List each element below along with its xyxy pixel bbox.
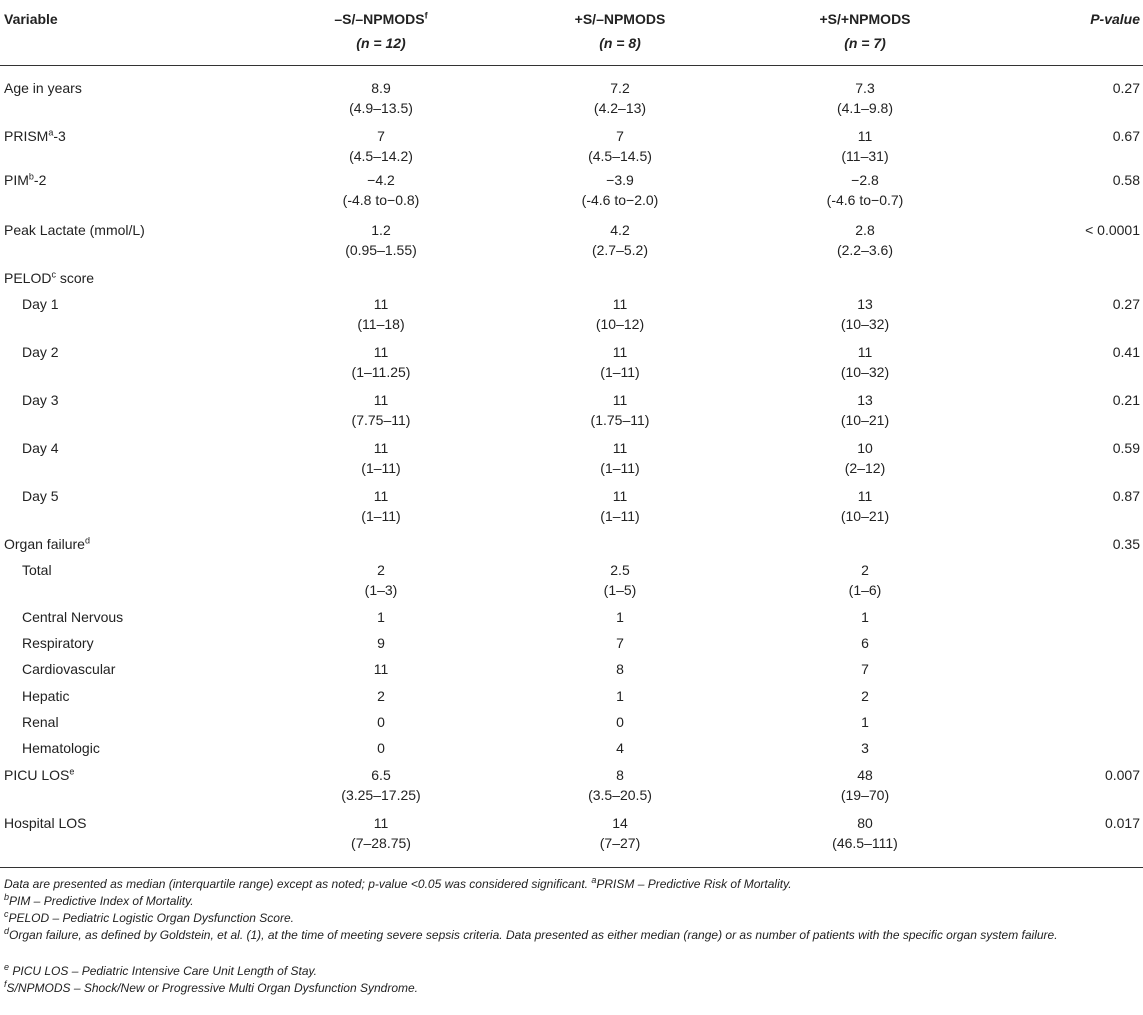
row-label-text: Total xyxy=(22,562,52,578)
cell-col2: 8 xyxy=(616,767,624,783)
cell-col1-range: (7.75–11) xyxy=(351,412,411,428)
footnote-e-text: PICU LOS – Pediatric Intensive Care Unit Length of Stay. xyxy=(9,964,317,978)
footnote-f-sup: f xyxy=(4,979,7,989)
cell-pvalue: 0.35 xyxy=(1112,536,1140,552)
cell-col3: 2 xyxy=(861,688,869,704)
row-label-suffix: score xyxy=(55,270,95,286)
header-rule xyxy=(0,65,1143,66)
cell-col2: 11 xyxy=(612,392,628,408)
cell-col2-range: (1–5) xyxy=(603,582,637,598)
cell-col1-range: (4.5–14.2) xyxy=(349,148,413,164)
cell-pvalue: 0.58 xyxy=(1112,172,1140,188)
header-col1-sup: f xyxy=(424,10,428,21)
header-col3: +S/+NPMODS xyxy=(819,11,911,27)
row-label xyxy=(22,438,59,458)
cell-col1-range: (1–11) xyxy=(361,460,401,476)
row-label xyxy=(22,607,123,627)
footnote-c-sup: c xyxy=(4,909,9,919)
cell-col3: 7.3 xyxy=(855,80,875,96)
row-label-sup: e xyxy=(69,766,75,777)
cell-col2: 1 xyxy=(616,609,624,625)
cell-pvalue: 0.007 xyxy=(1104,767,1140,783)
cell-col1: 11 xyxy=(373,440,389,456)
cell-col1: 1.2 xyxy=(371,222,391,238)
cell-col1: 11 xyxy=(373,815,389,831)
header-col2: +S/–NPMODS xyxy=(574,11,666,27)
row-label-text: Central Nervous xyxy=(22,609,124,625)
row-label xyxy=(22,738,100,758)
row-label-text: Hematologic xyxy=(22,740,100,756)
cell-col3-range: (11–31) xyxy=(841,148,889,164)
bottom-rule xyxy=(0,867,1143,868)
row-label-sup: b xyxy=(28,171,34,182)
cell-col3: 10 xyxy=(857,440,873,456)
row-label-sup: d xyxy=(84,535,90,546)
row-label-text: PIM xyxy=(4,172,29,188)
cell-col2-range: (2.7–5.2) xyxy=(591,242,649,258)
row-label xyxy=(22,486,59,506)
cell-col3: 13 xyxy=(857,392,873,408)
cell-col1: 11 xyxy=(373,296,389,312)
header-variable: Variable xyxy=(4,11,58,27)
cell-col3: 6 xyxy=(861,635,869,651)
header-col1 xyxy=(331,9,431,29)
cell-col3: 11 xyxy=(857,128,873,144)
cell-col1: 0 xyxy=(377,714,385,730)
cell-col2-range: (3.5–20.5) xyxy=(588,787,652,803)
row-label xyxy=(22,560,52,580)
footnote-f-text: S/NPMODS – Shock/New or Progressive Multi Organ Dysfunction Syndrome. xyxy=(6,981,418,995)
cell-col1-range: (1–3) xyxy=(364,582,398,598)
cell-col1: 7 xyxy=(377,128,385,144)
cell-col1: 9 xyxy=(377,635,385,651)
footnote-d-sup: d xyxy=(4,926,10,936)
row-label-text: Peak Lactate (mmol/L) xyxy=(4,222,145,238)
cell-col3-range: (2.2–3.6) xyxy=(836,242,894,258)
cell-col2: 1 xyxy=(616,688,624,704)
cell-col1: 1 xyxy=(377,609,385,625)
cell-pvalue: 0.67 xyxy=(1112,128,1140,144)
row-label-sup: c xyxy=(51,269,56,280)
footnote-b xyxy=(4,893,1139,909)
footnote-1-text: Data are presented as median (interquartile range) except as noted; p-value <0.05 was considered significant. xyxy=(4,877,589,891)
cell-col1: 11 xyxy=(373,392,389,408)
footnote-d xyxy=(4,927,1139,943)
footnote-d-text-b: ), at the time of meeting severe sepsis criteria. Data presented as either median (range) or as number of patients with the specific organ system failure. xyxy=(257,928,1058,942)
cell-col2-range: (-4.6 to−2.0) xyxy=(581,192,659,208)
cell-col3: −2.8 xyxy=(851,172,879,188)
cell-col3: 11 xyxy=(857,488,873,504)
footnote-c xyxy=(4,910,1139,926)
cell-col3: 48 xyxy=(857,767,873,783)
cell-pvalue: 0.87 xyxy=(1112,488,1140,504)
cell-col3-range: (-4.6 to−0.7) xyxy=(826,192,904,208)
cell-col3: 1 xyxy=(861,714,869,730)
row-label-suffix: -2 xyxy=(33,172,47,188)
row-label xyxy=(4,765,74,785)
row-label xyxy=(22,342,59,362)
row-label-text: Day 3 xyxy=(22,392,59,408)
footnote-a-sup: a xyxy=(591,875,597,885)
row-label xyxy=(4,126,66,146)
footnote-e xyxy=(4,963,1139,979)
cell-pvalue: < 0.0001 xyxy=(1085,222,1140,238)
cell-pvalue: 0.59 xyxy=(1112,440,1140,456)
cell-col3: 13 xyxy=(857,296,873,312)
cell-col2: 4.2 xyxy=(610,222,630,238)
row-label xyxy=(22,659,115,679)
row-label-text: Hospital LOS xyxy=(4,815,87,831)
cell-col3: 80 xyxy=(857,815,873,831)
footnote-1 xyxy=(4,876,1139,892)
cell-col3-range: (10–32) xyxy=(840,364,890,380)
cell-col3: 7 xyxy=(861,661,869,677)
cell-col3: 3 xyxy=(861,740,869,756)
cell-col2-range: (1–11) xyxy=(600,364,640,380)
cell-col1: −4.2 xyxy=(367,172,395,188)
cell-col2-range: (7–27) xyxy=(599,835,641,851)
header-col1-label: –S/–NPMODS xyxy=(334,11,425,27)
cell-col1-range: (11–18) xyxy=(357,316,405,332)
cell-col2: 7 xyxy=(616,128,624,144)
cell-col1: 11 xyxy=(373,488,389,504)
cell-col1-range: (1–11) xyxy=(361,508,401,524)
row-label xyxy=(4,170,46,190)
footnote-d-ref-link[interactable]: 1 xyxy=(250,928,258,942)
cell-col2-range: (4.2–13) xyxy=(593,100,647,116)
cell-pvalue: 0.017 xyxy=(1104,815,1140,831)
row-label-text: Day 5 xyxy=(22,488,59,504)
cell-col1-range: (4.9–13.5) xyxy=(349,100,413,116)
cell-col3-range: (2–12) xyxy=(844,460,886,476)
header-pvalue: P-value xyxy=(1090,11,1140,27)
cell-col1-range: (-4.8 to−0.8) xyxy=(342,192,420,208)
footnote-e-sup: e xyxy=(4,962,10,972)
row-label-text: Day 2 xyxy=(22,344,59,360)
cell-col1: 2 xyxy=(377,688,385,704)
row-label-text: Hepatic xyxy=(22,688,70,704)
cell-col2-range: (1–11) xyxy=(600,508,640,524)
cell-col3-range: (10–21) xyxy=(840,508,890,524)
row-label xyxy=(4,268,94,288)
row-label-text: Renal xyxy=(22,714,59,730)
cell-col3: 11 xyxy=(857,344,873,360)
cell-col1-range: (3.25–17.25) xyxy=(341,787,421,803)
cell-col2: 8 xyxy=(616,661,624,677)
cell-col2-range: (10–12) xyxy=(595,316,645,332)
cell-col2: 4 xyxy=(616,740,624,756)
cell-col2-range: (1.75–11) xyxy=(590,412,650,428)
cell-col3-range: (10–32) xyxy=(840,316,890,332)
row-label-text: PELOD xyxy=(4,270,52,286)
row-label-text: PRISM xyxy=(4,128,49,144)
row-label xyxy=(4,220,145,240)
row-label-text: Cardiovascular xyxy=(22,661,116,677)
cell-col3: 2 xyxy=(861,562,869,578)
cell-col2: 7 xyxy=(616,635,624,651)
row-label-text: Organ failure xyxy=(4,536,85,552)
cell-col2: 14 xyxy=(612,815,628,831)
cell-col3-range: (46.5–111) xyxy=(832,835,898,851)
footnote-c-text: PELOD – Pediatric Logistic Organ Dysfunction Score. xyxy=(8,911,294,925)
footnote-a-text: PRISM – Predictive Risk of Mortality. xyxy=(596,877,792,891)
cell-pvalue: 0.27 xyxy=(1112,80,1140,96)
row-label-text: PICU LOS xyxy=(4,767,70,783)
cell-col3-range: (10–21) xyxy=(840,412,890,428)
footnote-b-text: PIM – Predictive Index of Mortality. xyxy=(9,894,194,908)
cell-col1-range: (0.95–1.55) xyxy=(345,242,417,258)
cell-col2: 7.2 xyxy=(610,80,630,96)
row-label-text: Age in years xyxy=(4,80,82,96)
cell-col1-range: (7–28.75) xyxy=(351,835,411,851)
row-label xyxy=(22,712,59,732)
row-label-suffix: -3 xyxy=(53,128,66,144)
row-label xyxy=(4,78,82,98)
cell-pvalue: 0.21 xyxy=(1112,392,1140,408)
footnote-f xyxy=(4,980,1139,996)
row-label xyxy=(22,294,59,314)
cell-col1: 2 xyxy=(377,562,385,578)
cell-col2: 11 xyxy=(612,296,628,312)
row-label xyxy=(4,534,90,554)
cell-col2: 11 xyxy=(612,440,628,456)
cell-pvalue: 0.41 xyxy=(1112,344,1140,360)
header-col3-n: (n = 7) xyxy=(844,35,886,51)
cell-col1: 11 xyxy=(373,344,389,360)
cell-col2: 11 xyxy=(612,488,628,504)
row-label-text: Day 4 xyxy=(22,440,59,456)
cell-col2: −3.9 xyxy=(606,172,634,188)
cell-col2-range: (4.5–14.5) xyxy=(588,148,652,164)
cell-col3: 1 xyxy=(861,609,869,625)
cell-col2-range: (1–11) xyxy=(600,460,640,476)
cell-col2: 11 xyxy=(612,344,628,360)
row-label-text: Day 1 xyxy=(22,296,59,312)
header-col2-n: (n = 8) xyxy=(599,35,641,51)
row-label xyxy=(4,813,86,833)
cell-col1: 11 xyxy=(373,661,389,677)
row-label-text: Respiratory xyxy=(22,635,94,651)
cell-col2: 0 xyxy=(616,714,624,730)
cell-col1: 6.5 xyxy=(371,767,391,783)
row-label-sup: a xyxy=(48,127,54,138)
row-label xyxy=(22,633,94,653)
cell-col3-range: (1–6) xyxy=(848,582,882,598)
cell-col1-range: (1–11.25) xyxy=(351,364,411,380)
cell-col1: 0 xyxy=(377,740,385,756)
cell-pvalue: 0.27 xyxy=(1112,296,1140,312)
cell-col2: 2.5 xyxy=(610,562,630,578)
cell-col3-range: (4.1–9.8) xyxy=(836,100,894,116)
cell-col3: 2.8 xyxy=(855,222,875,238)
row-label xyxy=(22,390,59,410)
row-label xyxy=(22,686,69,706)
footnote-d-text-a: Organ failure, as defined by Goldstein, et al. ( xyxy=(9,928,251,942)
header-col1-n: (n = 12) xyxy=(356,35,406,51)
cell-col3-range: (19–70) xyxy=(840,787,890,803)
footnote-b-sup: b xyxy=(4,892,10,902)
cell-col1: 8.9 xyxy=(371,80,391,96)
